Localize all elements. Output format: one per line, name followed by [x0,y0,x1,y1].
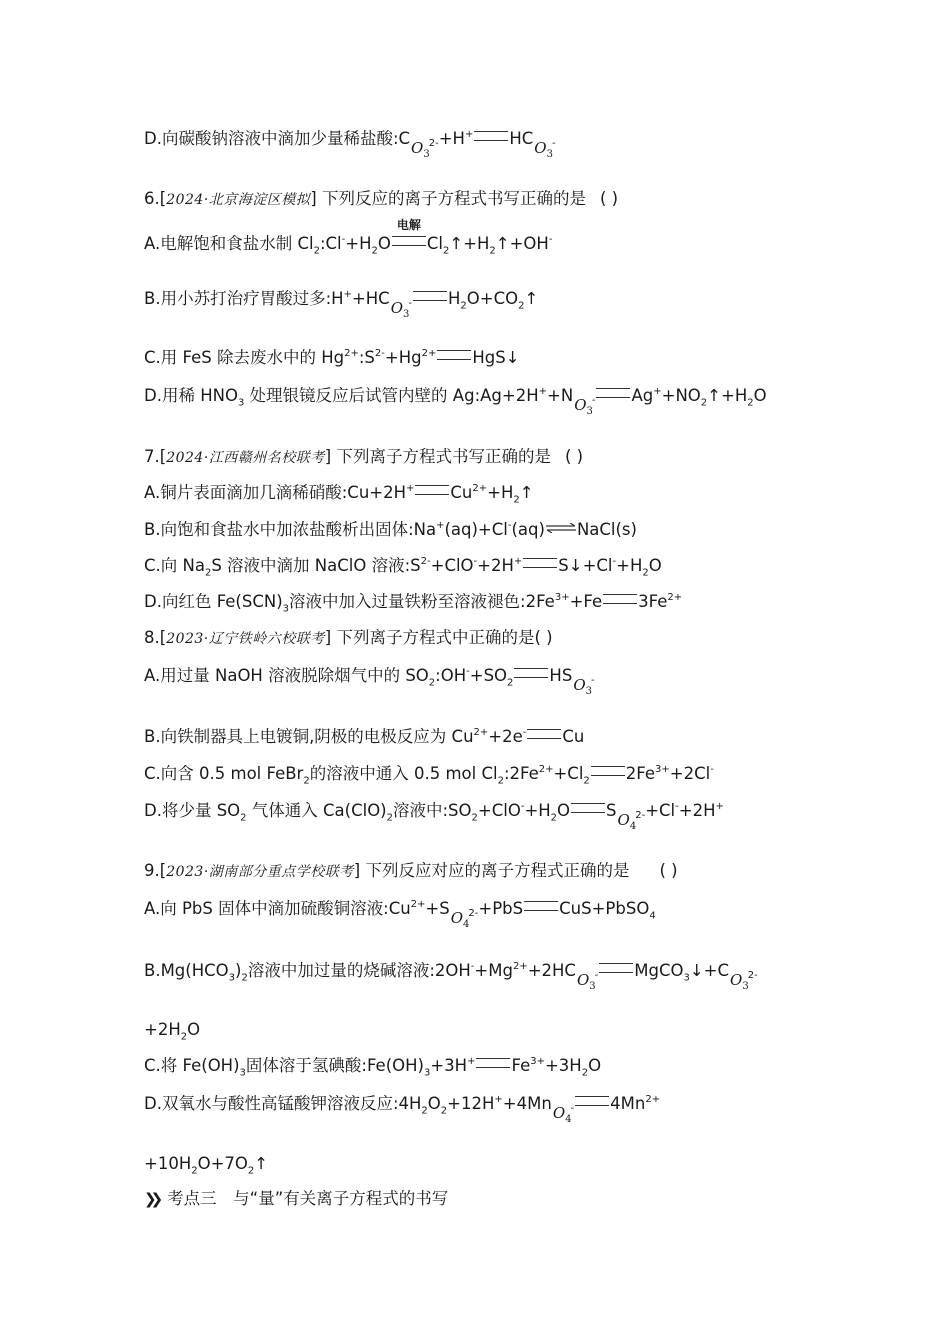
question-6-stem: 6.[2024·北京海淀区模拟] 下列反应的离子方程式书写正确的是 ( ) [144,189,619,208]
section-heading: ❯❯ 考点三 与“量”有关离子方程式的书写 [144,1189,449,1208]
option-7d: D.向红色 $Fe(SCN)_3$溶液中加入过量铁粉至溶液褪色$:2Fe^{3+}+Fe$ $3Fe^{2+}$ [144,591,683,615]
double-chevron-icon: ❯❯ [144,1190,158,1208]
option-8b: B.向铁制器具上电镀铜,阴极的电极反应为 $Cu^{2+}+2e^-$ Cu [144,726,585,746]
option-8c: C.向含 0.5 mol FeBr$_2$的溶液中通入 0.5 mol $Cl_2:2Fe^{2+}+Cl_2$ $2Fe^{3+}+2Cl^-$ [144,763,714,787]
option-8a: A.用过量 NaOH 溶液脱除烟气中的 $SO_2:OH^-+SO_2$ $HSO_3-$ [144,665,595,697]
question-7-stem: 7.[2024·江西赣州名校联考] 下列离子方程式书写正确的是 ( ) [144,447,584,466]
option-9b-continued: $+2H_2O$ [144,1020,201,1043]
option-5d: D.向碳酸钠溶液中滴加少量稀盐酸$:CO_32-+H^+$ $HCO_3-$ [144,128,556,160]
reversible-arrow-icon [546,523,576,533]
option-6c: C.用 FeS 除去废水中的 $Hg^{2+}:S^{2-}+Hg^{2+}$ HgS↓ [144,347,520,367]
option-9d: D.双氧水与酸性高锰酸钾溶液反应$:4H_2O_2+12H^++4MnO_4-$ $4Mn^{2+}$ [144,1093,661,1125]
option-9d-continued: $+10H_2O+7O_2↑$ [144,1154,269,1177]
option-9b: $B.Mg(HCO_3)_2$溶液中加过量的烧碱溶液$:2OH^-+Mg^{2+}+2HCO_3-$ $MgCO_3↓+CO_32-$ [144,960,758,992]
option-6a: A.电解饱和食盐水制 $Cl_2:Cl^-+H_2O$ 电解 $Cl_2↑+H_2↑+OH^-$ [144,218,553,257]
option-7c: C.向 $Na_2S$ 溶液中滴加 NaClO 溶液$:S^{2-}+ClO^-+2H^+$ $S↓+Cl^-+H_2O$ [144,555,662,579]
option-6b: B.用小苏打治疗胃酸过多$:H^++HCO_3-$ $H_2O+CO_2↑$ [144,288,539,320]
question-9-stem: 9.[2023·湖南部分重点学校联考] 下列反应对应的离子方程式正确的是 ( ) [144,861,678,880]
question-8-stem: 8.[2023·辽宁铁岭六校联考] 下列离子方程式中正确的是( ) [144,628,553,647]
option-7b: B.向饱和食盐水中加浓盐酸析出固体:Na+(aq)+Cl-(aq) NaCl(s) [144,519,637,539]
option-9c: C.将 $Fe(OH)_3$固体溶于氢碘酸$:Fe(OH)_3+3H^+$ $Fe^{3+}+3H_2O$ [144,1055,602,1079]
option-6d: D.用稀 $HNO_3$ 处理银镜反应后试管内壁的 $Ag:Ag+2H^++NO_3-$ $Ag^++NO_2↑+H_2O$ [144,385,767,417]
option-8d: D.将少量 $SO_2$ 气体通入 $Ca(ClO)_2$溶液中$:SO_2+ClO^-+H_2O$ $SO_42-+Cl^-+2H^+$ [144,800,724,832]
option-9a: A.向 PbS 固体中滴加硫酸铜溶液$:Cu^{2+}+SO_42-+PbS$ CuS+PbSO$_4$ [144,898,656,930]
option-7a: A.铜片表面滴加几滴稀硝酸:Cu+2H+ $Cu^{2+}+H_2↑$ [144,482,534,506]
